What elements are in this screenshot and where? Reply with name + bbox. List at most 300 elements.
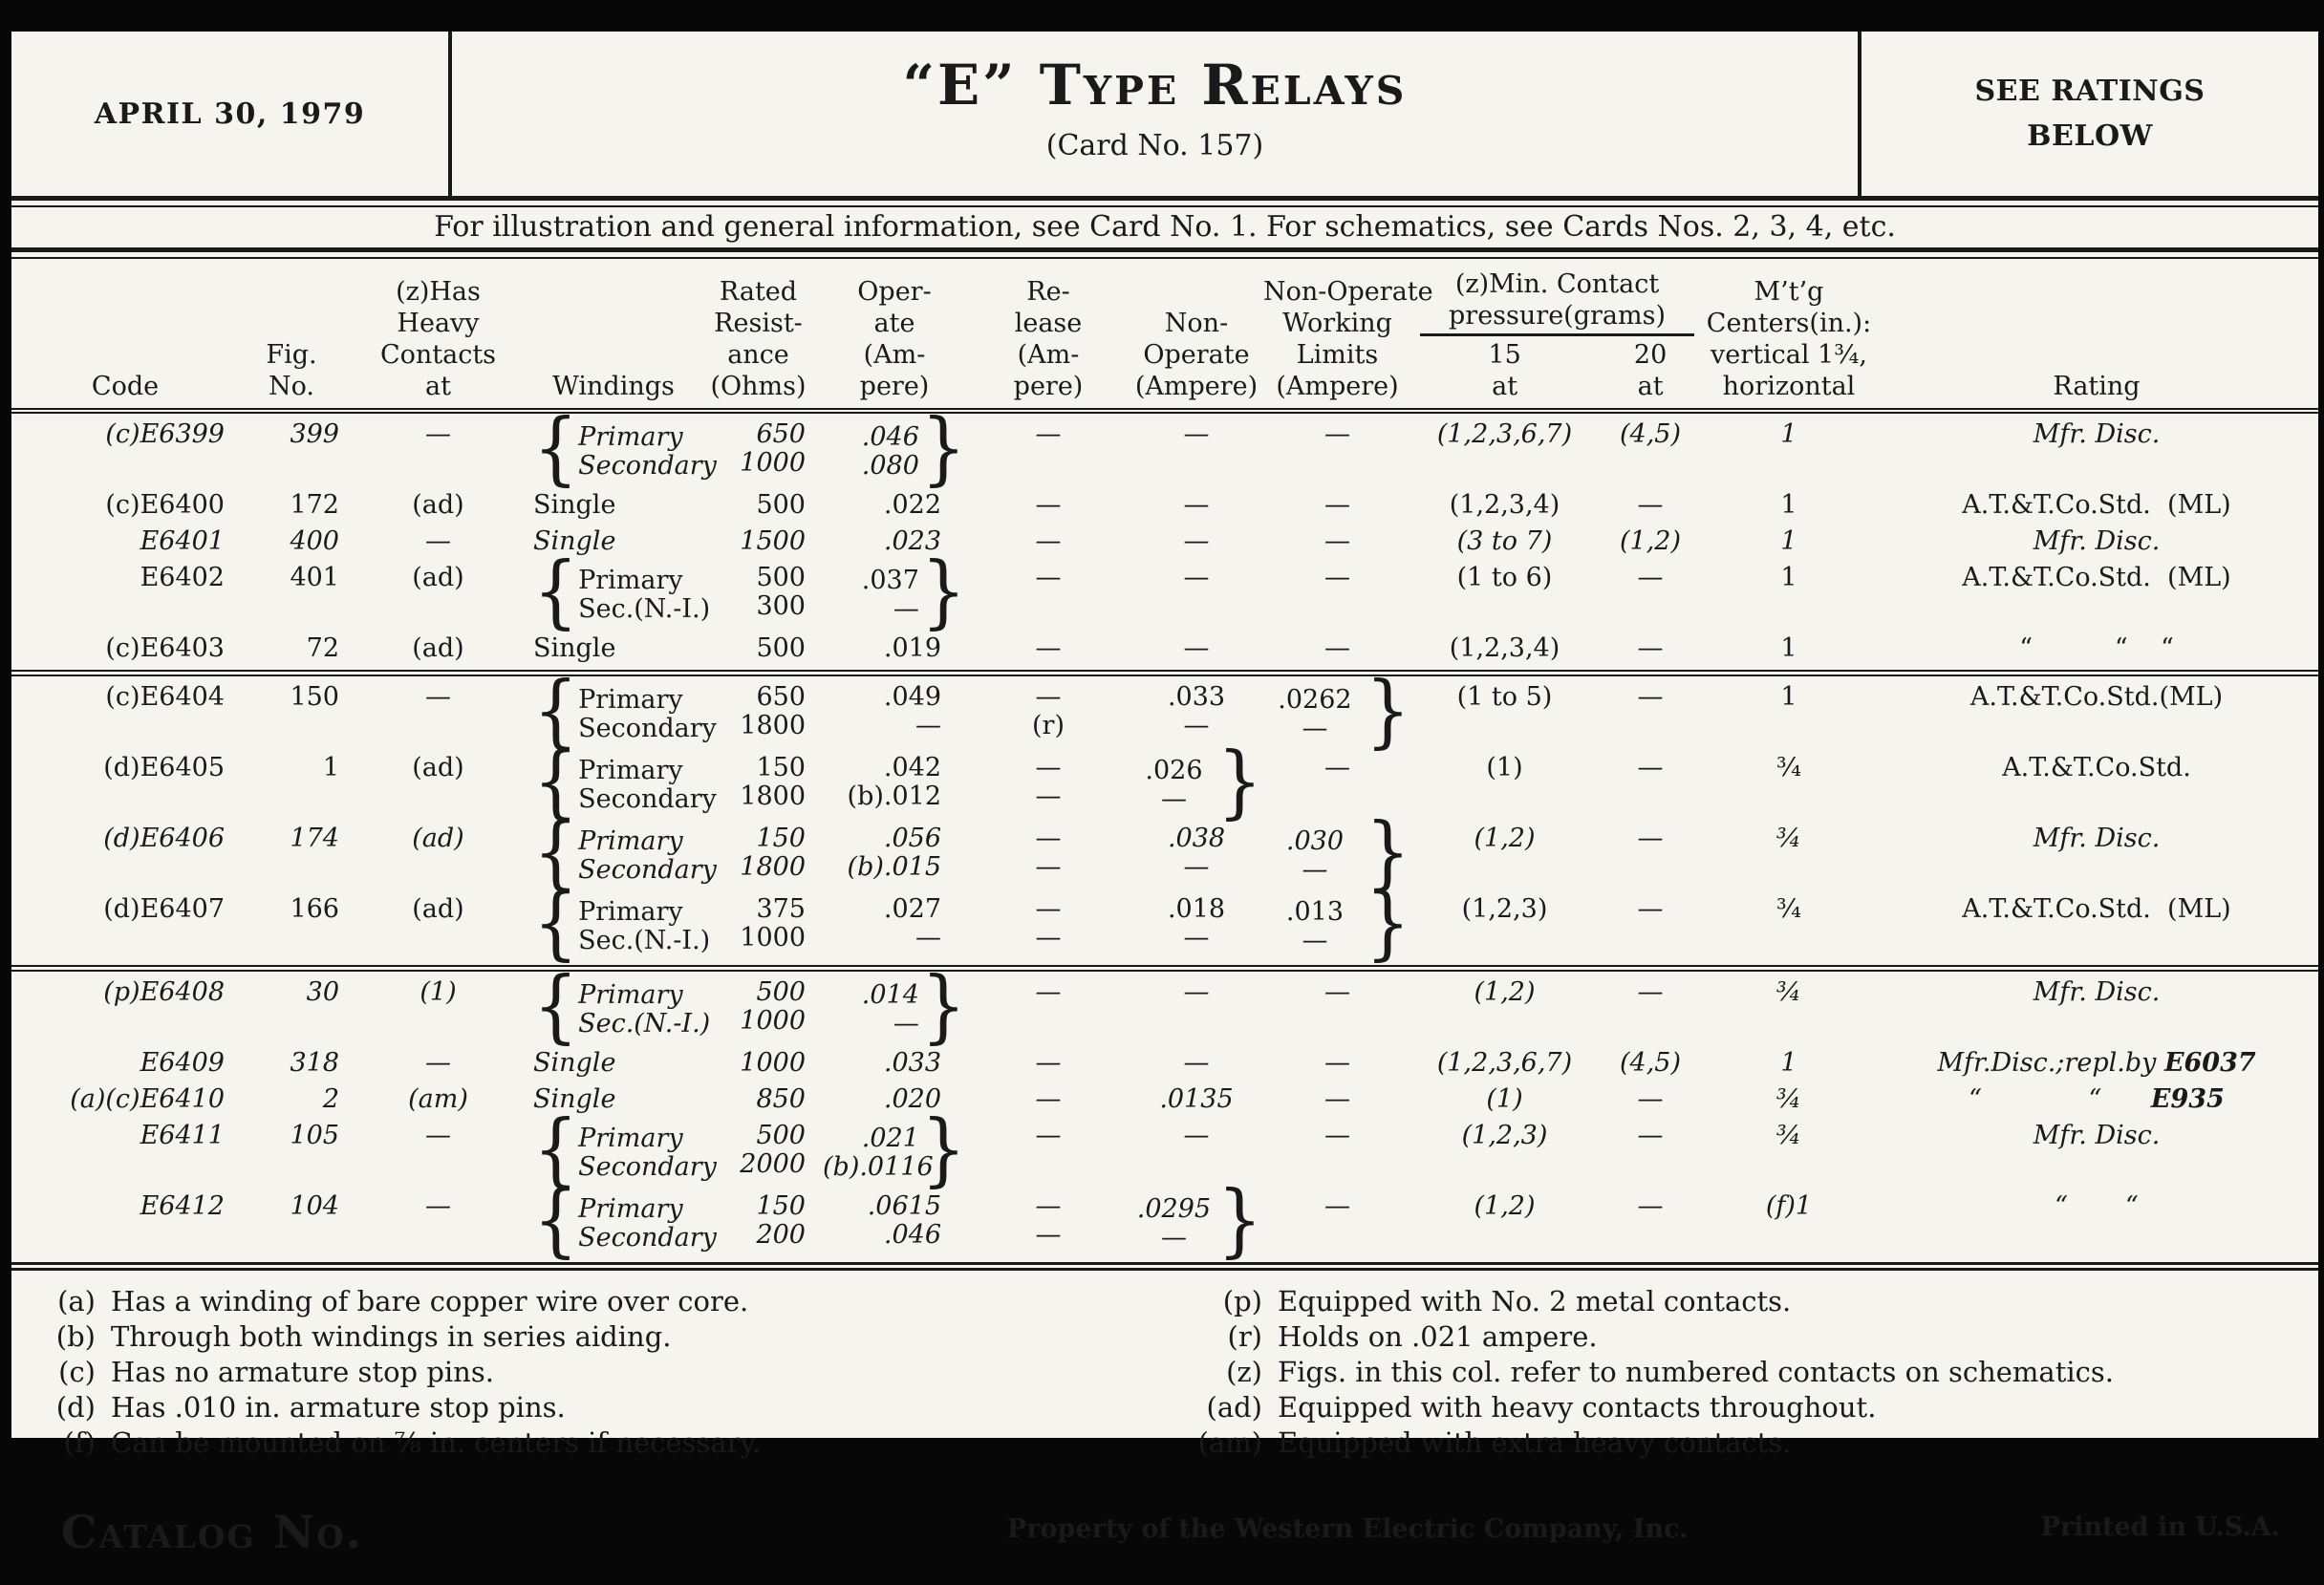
- cell-line: (am): [408, 1084, 468, 1114]
- brace-group: [823, 960, 966, 1053]
- cell-code: [11, 1115, 239, 1186]
- left-brace: {: [533, 1174, 579, 1267]
- cell-line: Single: [533, 526, 616, 556]
- cell-line: 1: [1780, 526, 1797, 556]
- cell-line: —: [1183, 923, 1210, 953]
- cell-line: (d)E6405: [103, 753, 225, 782]
- cell-p15: [1411, 889, 1598, 969]
- cell-line: Secondary: [578, 1152, 717, 1182]
- cell-line: Secondary: [578, 451, 717, 481]
- cell-line: [1599, 924, 1702, 953]
- cell-rating: [1875, 1079, 2318, 1115]
- cell-non-operate: [1130, 557, 1263, 628]
- cell-line: —: [1637, 977, 1664, 1007]
- footnote-am: [1165, 1425, 2318, 1461]
- cell-resistance: [695, 1079, 822, 1115]
- cell-line: —: [1183, 526, 1210, 556]
- cell-p20: [1598, 628, 1703, 674]
- cell-p15: [1411, 521, 1598, 557]
- cell-line: ance: [727, 340, 789, 370]
- footnotes-left-column: [11, 1284, 1165, 1461]
- cell-line: 1: [1780, 563, 1797, 592]
- cell-line: Sec.(N.-I.): [578, 594, 711, 624]
- cell-p15: [1411, 969, 1598, 1043]
- cell-resistance: [695, 521, 822, 557]
- footnote-label: (z): [1226, 1356, 1262, 1388]
- cell-line: (1): [1486, 753, 1523, 782]
- cell-line: (c)E6404: [105, 682, 225, 712]
- cell-line: (1,2,3): [1461, 894, 1548, 924]
- cell-working-limits: [1263, 665, 1411, 758]
- cell-mtg: [1703, 747, 1875, 818]
- brace-lines: [578, 1194, 717, 1253]
- cell-line: —: [1160, 784, 1187, 814]
- cell-line: .046: [861, 422, 919, 452]
- cell-line: Secondary: [578, 1223, 717, 1253]
- cell-p15: [1411, 1186, 1598, 1267]
- cell-line: .022: [883, 490, 941, 520]
- cell-line: [1876, 449, 2317, 478]
- brace-group: [823, 402, 966, 495]
- cell-mtg: [1703, 1042, 1875, 1079]
- relay-row-cE6399: [11, 411, 2318, 484]
- cell-line: Operate: [1143, 340, 1250, 370]
- relay-row-cE6403: [11, 628, 2318, 674]
- cell-line: (b).015: [847, 852, 941, 882]
- cell-line: Primary: [578, 685, 683, 715]
- cell-line: A.T.&T.Co.Std. (ML): [1962, 563, 2231, 592]
- cell-line: —: [915, 923, 941, 953]
- cell-code: [11, 818, 239, 889]
- left-brace: {: [533, 736, 579, 828]
- cell-working-limits: [1263, 1042, 1411, 1079]
- col-header-code: [11, 259, 239, 411]
- cell-line: 174: [290, 824, 339, 853]
- cell-line: .056: [883, 824, 941, 853]
- cell-release: [967, 969, 1130, 1043]
- ratings-note: [1858, 32, 2318, 196]
- right-brace: }: [1365, 665, 1410, 758]
- cell-line: 172: [290, 490, 339, 520]
- cell-fig: [239, 484, 344, 521]
- brace-group: [533, 546, 711, 638]
- cell-p15: [1411, 411, 1598, 484]
- cell-p15: [1411, 1079, 1598, 1115]
- cell-line: Primary: [578, 1194, 683, 1224]
- cell-line: —: [1035, 490, 1062, 520]
- brace-lines: [578, 422, 717, 481]
- cell-line: [1599, 1221, 1702, 1250]
- left-brace: {: [533, 806, 579, 899]
- cell-line: —: [1035, 419, 1062, 449]
- brace-lines: [1264, 827, 1366, 885]
- cell-line: [1412, 1007, 1597, 1036]
- cell-code: [11, 674, 239, 748]
- left-brace: {: [533, 665, 579, 758]
- cell-line: ¾: [1775, 1084, 1802, 1114]
- cell-line: pere): [1013, 372, 1084, 401]
- brace-lines: [578, 685, 717, 743]
- left-brace: {: [533, 402, 579, 495]
- cell-operate: [822, 546, 967, 638]
- cell-line: [1412, 782, 1597, 811]
- cell-line: [1876, 712, 2317, 740]
- cell-line: —: [1183, 977, 1210, 1007]
- cell-rating: [1875, 521, 2318, 557]
- cell-mtg: [1703, 411, 1875, 484]
- cell-line: —: [1035, 923, 1062, 953]
- cell-resistance: [695, 484, 822, 521]
- cell-line: 72: [306, 633, 339, 663]
- cell-line: at: [1492, 372, 1518, 401]
- cell-line: [1876, 782, 2317, 811]
- cell-release: [967, 411, 1130, 484]
- cell-line: A.T.&T.Co.Std.(ML): [1969, 682, 2224, 712]
- cell-fig: [239, 628, 344, 674]
- cell-line: 1: [1780, 1048, 1797, 1078]
- cell-line: —: [1302, 714, 1328, 743]
- cell-line: [1599, 449, 1702, 478]
- cell-line: .0615: [867, 1191, 941, 1221]
- cell-p20: [1598, 1042, 1703, 1079]
- relay-group-2: [11, 665, 2318, 970]
- relay-group-3: [11, 960, 2318, 1267]
- cell-rating: [1875, 484, 2318, 521]
- col-header-pressure: [1411, 259, 1703, 411]
- divider-rule-info: [11, 247, 2318, 259]
- cell-line: —: [425, 1121, 451, 1150]
- cell-line: .018: [1167, 894, 1226, 924]
- cell-line: —: [1035, 1191, 1062, 1221]
- cell-mtg: [1703, 557, 1875, 628]
- cell-non-operate: [1130, 1042, 1263, 1079]
- cell-line: [1264, 1150, 1410, 1179]
- cell-line: .0295: [1136, 1194, 1212, 1224]
- cell-fig: [239, 1186, 344, 1267]
- cell-contacts: [344, 1186, 532, 1267]
- cell-line: —: [893, 1009, 919, 1039]
- cell-contacts: [344, 1042, 532, 1079]
- cell-line: Re-: [1026, 277, 1070, 307]
- cell-line: —: [425, 419, 451, 449]
- cell-line: —: [1637, 1191, 1664, 1221]
- cell-line: —: [1637, 894, 1664, 924]
- cell-non-operate: [1130, 1079, 1263, 1115]
- footnote-p: [1165, 1284, 2318, 1319]
- cell-line: pere): [859, 372, 930, 401]
- cell-line: —: [1637, 682, 1664, 712]
- cell-line: vertical 1¾,: [1711, 340, 1867, 370]
- cell-p20: [1598, 1079, 1703, 1115]
- cell-line: —: [1637, 824, 1664, 853]
- cell-line: (3 to 7): [1456, 526, 1553, 556]
- cell-p20: [1598, 411, 1703, 484]
- brace-lines: [578, 980, 711, 1039]
- cell-line: —: [1035, 633, 1062, 663]
- cell-line: 200: [756, 1220, 806, 1250]
- cell-line: —: [1035, 1220, 1062, 1250]
- cell-line: Fig.: [266, 340, 317, 370]
- pressure-subcolumns: [1411, 336, 1703, 402]
- footnote-r: [1165, 1319, 2318, 1355]
- cell-p15: [1411, 557, 1598, 628]
- cell-line: (1,2,3): [1461, 1121, 1548, 1150]
- relay-row-E6411: [11, 1115, 2318, 1186]
- cell-contacts: [344, 747, 532, 818]
- cell-line: 166: [290, 894, 339, 924]
- cell-line: [1599, 1150, 1702, 1179]
- right-brace: }: [920, 546, 966, 638]
- cell-line: [1704, 449, 1874, 478]
- cell-line: —: [1637, 1121, 1664, 1150]
- cell-line: .023: [883, 526, 941, 556]
- cell-line: [1704, 712, 1874, 740]
- cell-release: [967, 628, 1130, 674]
- footnote-b: [11, 1319, 1165, 1355]
- cell-line: .014: [861, 980, 919, 1010]
- cell-line: —: [1302, 926, 1328, 955]
- cell-line: [1704, 1221, 1874, 1250]
- col-header-resistance: [695, 259, 822, 411]
- footnote-text: Can be mounted on ⅞ in. centers if necessary.: [111, 1426, 762, 1459]
- cell-rating: [1875, 1042, 2318, 1079]
- cell-line: Sec.(N.-I.): [578, 926, 711, 955]
- cell-mtg: [1703, 521, 1875, 557]
- cell-line: Non-: [1164, 309, 1229, 338]
- cell-line: (ad): [412, 633, 464, 663]
- cell-line: (1): [420, 977, 457, 1007]
- ratings-note-line1: SEE RATINGS: [1974, 75, 2206, 108]
- cell-line: (ad): [412, 824, 464, 853]
- col-header-contacts: [344, 259, 532, 411]
- cell-line: [1264, 1221, 1410, 1250]
- cell-release: [967, 1079, 1130, 1115]
- cell-operate: [822, 402, 967, 495]
- cell-line: (Am-: [1017, 340, 1080, 370]
- cell-line: 20: [1633, 340, 1668, 370]
- cell-line: Centers(in.):: [1706, 309, 1872, 338]
- right-brace: }: [1216, 1174, 1262, 1267]
- cell-release: [967, 1042, 1130, 1079]
- col-header-operate: [822, 259, 967, 411]
- cell-line: Mfr.Disc.;repl.by E6037: [1937, 1048, 2256, 1078]
- footnote-text: Figs. in this col. refer to numbered contacts on schematics.: [1278, 1356, 2114, 1388]
- cell-line: [968, 1007, 1129, 1036]
- cell-line: 2: [322, 1084, 339, 1114]
- cell-line: Mfr. Disc.: [2033, 1121, 2161, 1150]
- cell-working-limits: [1263, 411, 1411, 484]
- cell-non-operate: [1130, 521, 1263, 557]
- cell-line: —: [1324, 1121, 1350, 1150]
- cell-line: (r): [1032, 711, 1065, 740]
- cell-line: .019: [883, 633, 941, 663]
- cell-line: [1412, 853, 1597, 882]
- cell-operate: [822, 747, 967, 818]
- col-header-15at: [1411, 339, 1598, 402]
- cell-line: 850: [756, 1084, 806, 1114]
- cell-line: —: [425, 526, 451, 556]
- header-row: [11, 259, 2318, 411]
- cell-line: 150: [756, 753, 806, 782]
- cell-line: —: [1183, 563, 1210, 592]
- cell-code: [11, 1186, 239, 1267]
- cell-line: (d)E6407: [103, 894, 225, 924]
- relay-row-cE6404: [11, 674, 2318, 748]
- cell-line: (1,2,3,6,7): [1436, 419, 1573, 449]
- cell-line: [1599, 1007, 1702, 1036]
- cell-line: (ad): [412, 753, 464, 782]
- cell-line: A.T.&T.Co.Std. (ML): [1962, 894, 2231, 924]
- cell-code: [11, 747, 239, 818]
- cell-mtg: [1703, 818, 1875, 889]
- cell-line: (1 to 6): [1456, 563, 1553, 592]
- cell-working-limits: [1263, 969, 1411, 1043]
- cell-line: Primary: [578, 422, 683, 452]
- relay-row-dE6407: [11, 889, 2318, 969]
- brace-lines: [1130, 1195, 1217, 1253]
- footnote-z: [1165, 1355, 2318, 1390]
- cell-line: E6402: [140, 563, 225, 592]
- cell-line: Rated: [719, 277, 798, 307]
- cell-line: (c)E6399: [105, 419, 225, 449]
- cell-mtg: [1703, 1186, 1875, 1267]
- cell-line: (p)E6408: [103, 977, 225, 1007]
- relay-row-E6401: [11, 521, 2318, 557]
- cell-line: Contacts: [379, 340, 497, 370]
- cell-working-limits: [1263, 1079, 1411, 1115]
- cell-line: —: [1302, 855, 1328, 885]
- cell-line: [1876, 1150, 2317, 1179]
- card-date: APRIL 30, 1979: [94, 96, 366, 131]
- cell-p15: [1411, 1115, 1598, 1186]
- cell-resistance: [695, 628, 822, 674]
- cell-line: (1 to 5): [1456, 682, 1553, 712]
- cell-operate: [822, 960, 967, 1053]
- footnote-label: (r): [1227, 1320, 1262, 1353]
- cell-line: M’t’g: [1754, 277, 1824, 307]
- cell-line: E6401: [140, 526, 225, 556]
- cell-p20: [1598, 1186, 1703, 1267]
- cell-working-limits: [1263, 877, 1411, 970]
- cell-line: (Ampere): [1276, 372, 1399, 401]
- right-brace: }: [1365, 877, 1410, 970]
- relay-card: [11, 32, 2318, 1559]
- cell-line: 650: [756, 682, 806, 712]
- cell-line: 500: [756, 563, 806, 592]
- cell-contacts: [344, 521, 532, 557]
- cell-p15: [1411, 628, 1598, 674]
- cell-line: 500: [756, 490, 806, 520]
- footnote-text: Through both windings in series aiding.: [111, 1320, 672, 1353]
- cell-p15: [1411, 1042, 1598, 1079]
- brace-lines: [823, 1124, 934, 1182]
- info-line: For illustration and general information, see Card No. 1. For schematics, see Cards Nos. 2, 3, 4, etc.: [434, 210, 1896, 244]
- cell-line: Primary: [578, 826, 683, 856]
- cell-operate: [822, 1186, 967, 1267]
- cell-line: (d)E6406: [103, 824, 225, 853]
- cell-line: —: [1035, 753, 1062, 782]
- footnote-label: (am): [1197, 1426, 1262, 1459]
- cell-line: —: [425, 682, 451, 712]
- cell-non-operate: [1130, 889, 1263, 969]
- brace-lines: [578, 826, 717, 885]
- cell-contacts: [344, 818, 532, 889]
- cell-windings: [532, 1174, 717, 1267]
- cell-line: [968, 592, 1129, 621]
- cell-line: 400: [290, 526, 339, 556]
- cell-windings: [532, 546, 711, 638]
- cell-line: 105: [290, 1121, 339, 1150]
- cell-line: (1,2): [1619, 526, 1681, 556]
- cell-non-operate: [1130, 411, 1263, 484]
- cell-line: E6409: [140, 1048, 225, 1078]
- cell-line: [1876, 1007, 2317, 1036]
- cell-line: —: [425, 1191, 451, 1221]
- pressure-group-label: [1420, 268, 1694, 336]
- cell-line: pressure(grams): [1449, 301, 1666, 331]
- cell-line: Single: [533, 633, 616, 663]
- cell-line: (Am-: [863, 340, 926, 370]
- cell-resistance: [695, 557, 822, 628]
- card-footer: [11, 1499, 2318, 1585]
- brace-lines: [1264, 686, 1366, 743]
- right-brace: }: [920, 402, 966, 495]
- cell-line: [1412, 592, 1597, 621]
- cell-release: [967, 889, 1130, 969]
- cell-line: (1,2): [1474, 1191, 1536, 1221]
- cell-line: (1,2,3,6,7): [1436, 1048, 1573, 1078]
- cell-line: 1000: [740, 1048, 806, 1078]
- ratings-note-line2: BELOW: [2027, 119, 2153, 153]
- cell-line: (b).012: [847, 782, 941, 811]
- cell-line: (1,2,3,4): [1449, 633, 1560, 663]
- right-brace: }: [920, 960, 966, 1053]
- brace-group: [1264, 665, 1410, 758]
- cell-line: [1704, 853, 1874, 882]
- cell-release: [967, 818, 1130, 889]
- cell-line: Single: [533, 490, 616, 520]
- cell-line: Secondary: [578, 714, 717, 743]
- cell-line: Primary: [578, 566, 683, 595]
- cell-line: .020: [883, 1084, 941, 1114]
- cell-line: Mfr. Disc.: [2033, 824, 2161, 853]
- relay-row-cE6400: [11, 484, 2318, 521]
- cell-line: 1800: [740, 782, 806, 811]
- cell-line: (a)(c)E6410: [70, 1084, 225, 1114]
- cell-line: (1): [1486, 1084, 1523, 1114]
- cell-line: —: [893, 594, 919, 624]
- cell-line: Mfr. Disc.: [2033, 526, 2161, 556]
- cell-non-operate: [1130, 969, 1263, 1043]
- relay-row-dE6405: [11, 747, 2318, 818]
- cell-line: 401: [290, 563, 339, 592]
- cell-line: —: [1637, 1084, 1664, 1114]
- header-title-section: [452, 32, 1858, 196]
- cell-line: —: [1324, 490, 1350, 520]
- cell-p20: [1598, 818, 1703, 889]
- cell-line: .027: [883, 894, 941, 924]
- cell-mtg: [1703, 674, 1875, 748]
- col-header-release: [967, 259, 1130, 411]
- cell-p20: [1598, 747, 1703, 818]
- cell-line: No.: [269, 372, 314, 401]
- brace-group: [1130, 1174, 1262, 1267]
- cell-line: 375: [756, 894, 806, 924]
- cell-release: [967, 674, 1130, 748]
- cell-line: .037: [861, 566, 919, 595]
- cell-line: 500: [756, 1121, 806, 1150]
- cell-line: —: [1183, 1121, 1210, 1150]
